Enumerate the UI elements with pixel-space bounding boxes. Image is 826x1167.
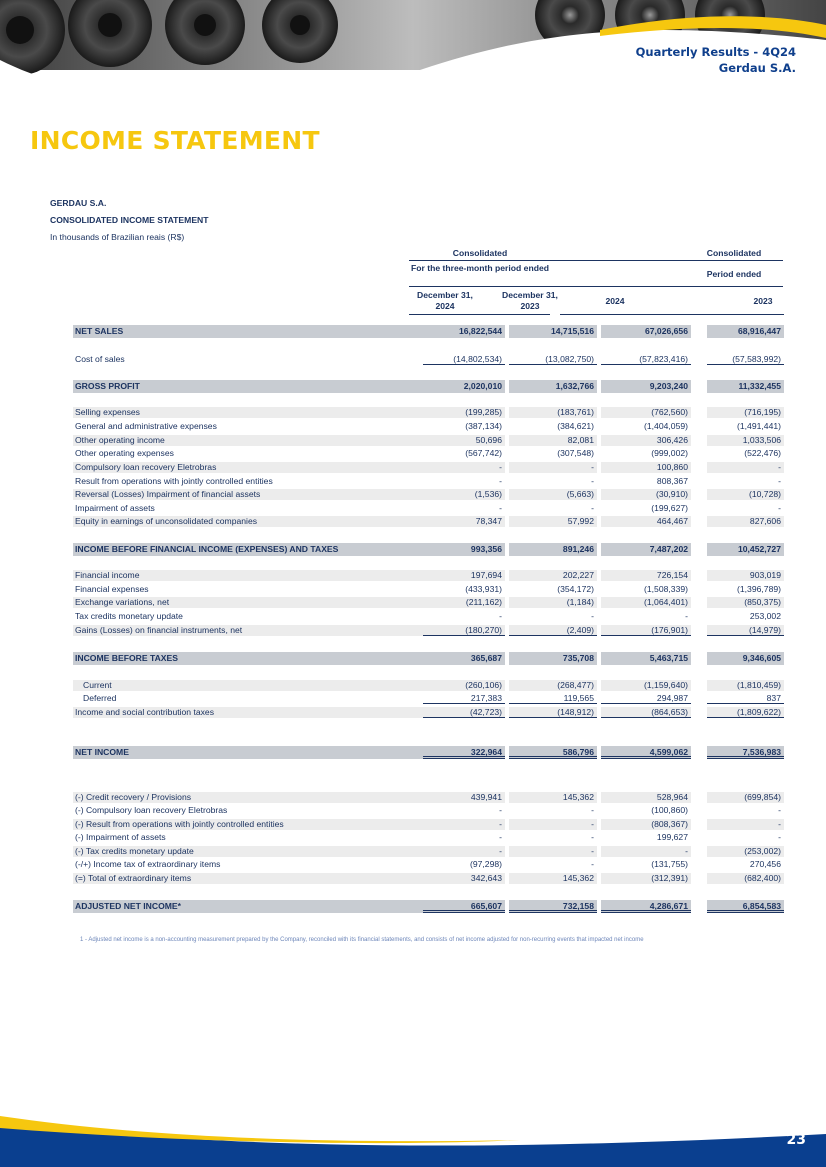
header-rule-5	[560, 314, 784, 315]
row-value: (268,477)	[509, 680, 597, 691]
row-value: (183,761)	[509, 407, 597, 418]
row-value: 6,854,583	[707, 900, 784, 913]
table-row	[0, 819, 826, 830]
row-value: 322,964	[423, 746, 505, 759]
row-label: (-) Result from operations with jointly controlled entities	[75, 819, 284, 829]
row-value: 306,426	[601, 435, 691, 446]
units-note: In thousands of Brazilian reais (R$)	[50, 232, 185, 242]
row-label: (-) Credit recovery / Provisions	[75, 792, 192, 802]
table-row	[0, 873, 826, 884]
row-value: -	[591, 476, 594, 486]
row-value: (2,409)	[509, 625, 597, 636]
row-value: 270,456	[749, 859, 781, 869]
row-value: 78,347	[423, 516, 505, 527]
row-value: -	[778, 476, 781, 486]
row-value: 253,002	[749, 611, 781, 621]
row-value: (354,172)	[557, 584, 594, 594]
row-value: 294,987	[601, 693, 691, 704]
row-value: (522,476)	[744, 448, 781, 458]
row-value: 68,916,447	[707, 325, 784, 338]
row-label: Reversal (Losses) Impairment of financial assets	[75, 489, 261, 499]
row-label: Result from operations with jointly controlled entities	[75, 476, 273, 486]
table-row	[0, 448, 826, 459]
table-row	[0, 832, 826, 843]
group-header-1: Consolidated	[452, 248, 508, 258]
header-rule-1	[409, 260, 783, 261]
header-rule-4	[504, 314, 550, 315]
row-value: 11,332,455	[707, 380, 784, 393]
row-value: -	[778, 503, 781, 513]
row-value: 16,822,544	[423, 325, 505, 338]
row-value: -	[423, 462, 505, 473]
row-value: (1,159,640)	[601, 680, 691, 691]
row-value: 1,632,766	[509, 380, 597, 393]
row-value: -	[685, 611, 688, 621]
row-label: Other operating expenses	[75, 448, 174, 458]
table-row	[0, 597, 826, 608]
row-value: -	[778, 832, 781, 842]
table-row	[0, 462, 826, 473]
table-row	[0, 652, 826, 665]
row-label: Tax credits monetary update	[75, 611, 183, 621]
row-value: (1,536)	[423, 489, 505, 500]
row-value: -	[499, 832, 502, 842]
table-row	[0, 489, 826, 500]
row-value: 14,715,516	[509, 325, 597, 338]
row-value: -	[499, 503, 502, 513]
header-rule-2	[409, 286, 783, 287]
row-value: 464,467	[601, 516, 691, 527]
row-value: (1,809,622)	[707, 707, 784, 718]
group-header-2: Consolidated	[706, 248, 762, 258]
row-value: -	[499, 805, 502, 815]
row-value: (97,298)	[469, 859, 502, 869]
table-row	[0, 611, 826, 622]
row-label: General and administrative expenses	[75, 421, 217, 431]
row-label: INCOME BEFORE TAXES	[75, 653, 178, 663]
subheader-2: Period ended	[706, 269, 762, 279]
table-row	[0, 421, 826, 432]
row-value: 5,463,715	[601, 652, 691, 665]
row-value: (1,810,459)	[707, 680, 784, 691]
row-value: (131,755)	[651, 859, 688, 869]
row-value: (808,367)	[601, 819, 691, 830]
row-value: (260,106)	[423, 680, 505, 691]
column-header-dec-2023: December 31, 2023	[502, 290, 558, 311]
row-value: 365,687	[423, 652, 505, 665]
row-value: 199,627	[656, 832, 688, 842]
row-value: (57,583,992)	[707, 354, 784, 365]
row-value: (180,270)	[423, 625, 505, 636]
row-value: 197,694	[423, 570, 505, 581]
row-label: NET SALES	[75, 326, 124, 336]
row-value: 10,452,727	[707, 543, 784, 556]
row-value: -	[591, 859, 594, 869]
row-label: Equity in earnings of unconsolidated companies	[75, 516, 258, 526]
row-value: 82,081	[509, 435, 597, 446]
row-value: -	[707, 819, 784, 830]
row-value: (699,854)	[707, 792, 784, 803]
row-label: Financial expenses	[75, 584, 149, 594]
table-row	[0, 707, 826, 718]
footer-wave-shape	[0, 1100, 826, 1167]
row-value: -	[499, 476, 502, 486]
row-value: (1,396,789)	[737, 584, 781, 594]
row-value: (567,742)	[465, 448, 502, 458]
row-label: ADJUSTED NET INCOME*	[75, 901, 181, 911]
row-value: 439,941	[423, 792, 505, 803]
row-value: 100,860	[601, 462, 691, 473]
header-rule-3	[409, 314, 509, 315]
row-value: 726,154	[601, 570, 691, 581]
company-info	[50, 195, 209, 246]
row-label: Current	[83, 680, 112, 690]
row-value: -	[601, 846, 691, 857]
row-value: -	[509, 462, 597, 473]
table-row	[0, 746, 826, 759]
row-value: -	[423, 819, 505, 830]
page-title: INCOME STATEMENT	[30, 126, 320, 155]
row-value: 891,246	[509, 543, 597, 556]
row-value: 993,356	[423, 543, 505, 556]
row-value: (211,162)	[423, 597, 505, 608]
row-value: 50,696	[423, 435, 505, 446]
row-value: (10,728)	[707, 489, 784, 500]
row-value: 202,227	[509, 570, 597, 581]
row-value: (14,979)	[707, 625, 784, 636]
row-value: (176,901)	[601, 625, 691, 636]
row-value: -	[591, 503, 594, 513]
row-value: 4,286,671	[601, 900, 691, 913]
row-value: (384,621)	[557, 421, 594, 431]
row-label: Selling expenses	[75, 407, 140, 417]
column-header-2024: 2024	[605, 296, 625, 306]
row-value: 342,643	[423, 873, 505, 884]
table-row	[0, 570, 826, 581]
row-label: NET INCOME	[75, 747, 129, 757]
row-value: 528,964	[601, 792, 691, 803]
row-label: (-) Impairment of assets	[75, 832, 166, 842]
row-label: Other operating income	[75, 435, 165, 445]
row-value: (13,082,750)	[509, 354, 597, 365]
row-value: -	[591, 805, 594, 815]
row-value: (1,491,441)	[737, 421, 781, 431]
table-row	[0, 325, 826, 338]
table-row	[0, 625, 826, 636]
row-label: Impairment of assets	[75, 503, 155, 513]
column-header-2023: 2023	[753, 296, 773, 306]
row-label: GROSS PROFIT	[75, 381, 140, 391]
report-header	[636, 44, 796, 76]
row-label: (-) Compulsory loan recovery Eletrobras	[75, 805, 228, 815]
row-value: 808,367	[656, 476, 688, 486]
row-value: 145,362	[509, 873, 597, 884]
table-row	[0, 859, 826, 870]
company-name: GERDAU S.A.	[50, 198, 107, 208]
row-value: (850,375)	[707, 597, 784, 608]
company-header: Gerdau S.A.	[718, 61, 796, 75]
row-value: (1,184)	[509, 597, 597, 608]
table-row	[0, 900, 826, 913]
row-value: (1,064,401)	[601, 597, 691, 608]
row-value: (999,002)	[651, 448, 688, 458]
row-value: (5,663)	[509, 489, 597, 500]
row-label: Income and social contribution taxes	[75, 707, 215, 717]
row-value: 735,708	[509, 652, 597, 665]
row-value: 7,536,983	[707, 746, 784, 759]
row-value: (307,548)	[557, 448, 594, 458]
table-row	[0, 693, 826, 704]
row-value: (148,912)	[509, 707, 597, 718]
row-label: (-) Tax credits monetary update	[75, 846, 194, 856]
row-value: 9,346,605	[707, 652, 784, 665]
table-row	[0, 584, 826, 595]
table-row	[0, 792, 826, 803]
row-value: 67,026,656	[601, 325, 691, 338]
row-value: -	[591, 611, 594, 621]
footer-wave	[0, 1100, 826, 1167]
row-value: (30,910)	[601, 489, 691, 500]
statement-name: CONSOLIDATED INCOME STATEMENT	[50, 215, 209, 225]
row-label: Deferred	[83, 693, 117, 703]
row-value: (762,560)	[601, 407, 691, 418]
row-value: 145,362	[509, 792, 597, 803]
row-value: 119,565	[509, 693, 597, 704]
row-value: 837	[707, 693, 784, 704]
row-value: 217,383	[423, 693, 505, 704]
table-row	[0, 543, 826, 556]
table-row	[0, 354, 826, 365]
row-value: 9,203,240	[601, 380, 691, 393]
row-value: 903,019	[707, 570, 784, 581]
row-value: 57,992	[509, 516, 597, 527]
row-value: (682,400)	[707, 873, 784, 884]
row-value: (433,931)	[465, 584, 502, 594]
row-value: -	[509, 819, 597, 830]
table-row	[0, 435, 826, 446]
table-row	[0, 407, 826, 418]
row-label: Exchange variations, net	[75, 597, 170, 607]
row-value: (253,002)	[707, 846, 784, 857]
row-value: 7,487,202	[601, 543, 691, 556]
row-value: -	[423, 846, 505, 857]
footnote: 1 - Adjusted net income is a non-accounting measurement prepared by the Company, reconciled with its financial statements, and consists of net income adjusted for non-recurring events that impacted net income	[80, 937, 644, 943]
row-value: (57,823,416)	[601, 354, 691, 365]
row-value: -	[707, 462, 784, 473]
row-value: 2,020,010	[423, 380, 505, 393]
row-value: -	[509, 846, 597, 857]
row-value: (864,653)	[601, 707, 691, 718]
row-label: (-/+) Income tax of extraordinary items	[75, 859, 221, 869]
subheader-1: For the three-month period ended	[411, 263, 549, 273]
row-value: 827,606	[707, 516, 784, 527]
row-label: Financial income	[75, 570, 140, 580]
report-title: Quarterly Results - 4Q24	[635, 45, 796, 59]
row-value: (199,285)	[423, 407, 505, 418]
row-label: Compulsory loan recovery Eletrobras	[75, 462, 217, 472]
row-label: Gains (Losses) on financial instruments, net	[75, 625, 243, 635]
table-row	[0, 846, 826, 857]
row-value: -	[591, 832, 594, 842]
row-value: 586,796	[509, 746, 597, 759]
row-value: 665,607	[423, 900, 505, 913]
row-value: (100,860)	[651, 805, 688, 815]
row-value: (1,508,339)	[644, 584, 688, 594]
row-label: Cost of sales	[75, 354, 125, 364]
row-value: -	[499, 611, 502, 621]
table-row	[0, 503, 826, 514]
table-row	[0, 680, 826, 691]
row-label: (=) Total of extraordinary items	[75, 873, 192, 883]
table-row	[0, 516, 826, 527]
row-value: (1,404,059)	[644, 421, 688, 431]
row-value: (312,391)	[601, 873, 691, 884]
table-row	[0, 805, 826, 816]
page-number: 23	[786, 1132, 806, 1148]
row-value: (716,195)	[707, 407, 784, 418]
column-header-dec-2024: December 31, 2024	[417, 290, 473, 311]
row-value: (42,723)	[423, 707, 505, 718]
table-row	[0, 380, 826, 393]
row-value: 4,599,062	[601, 746, 691, 759]
row-value: 1,033,506	[707, 435, 784, 446]
row-value: -	[778, 805, 781, 815]
row-label: INCOME BEFORE FINANCIAL INCOME (EXPENSES) AND TAXES	[75, 544, 339, 554]
row-value: (199,627)	[651, 503, 688, 513]
row-value: (14,802,534)	[423, 354, 505, 365]
table-row	[0, 476, 826, 487]
row-value: 732,158	[509, 900, 597, 913]
row-value: (387,134)	[465, 421, 502, 431]
